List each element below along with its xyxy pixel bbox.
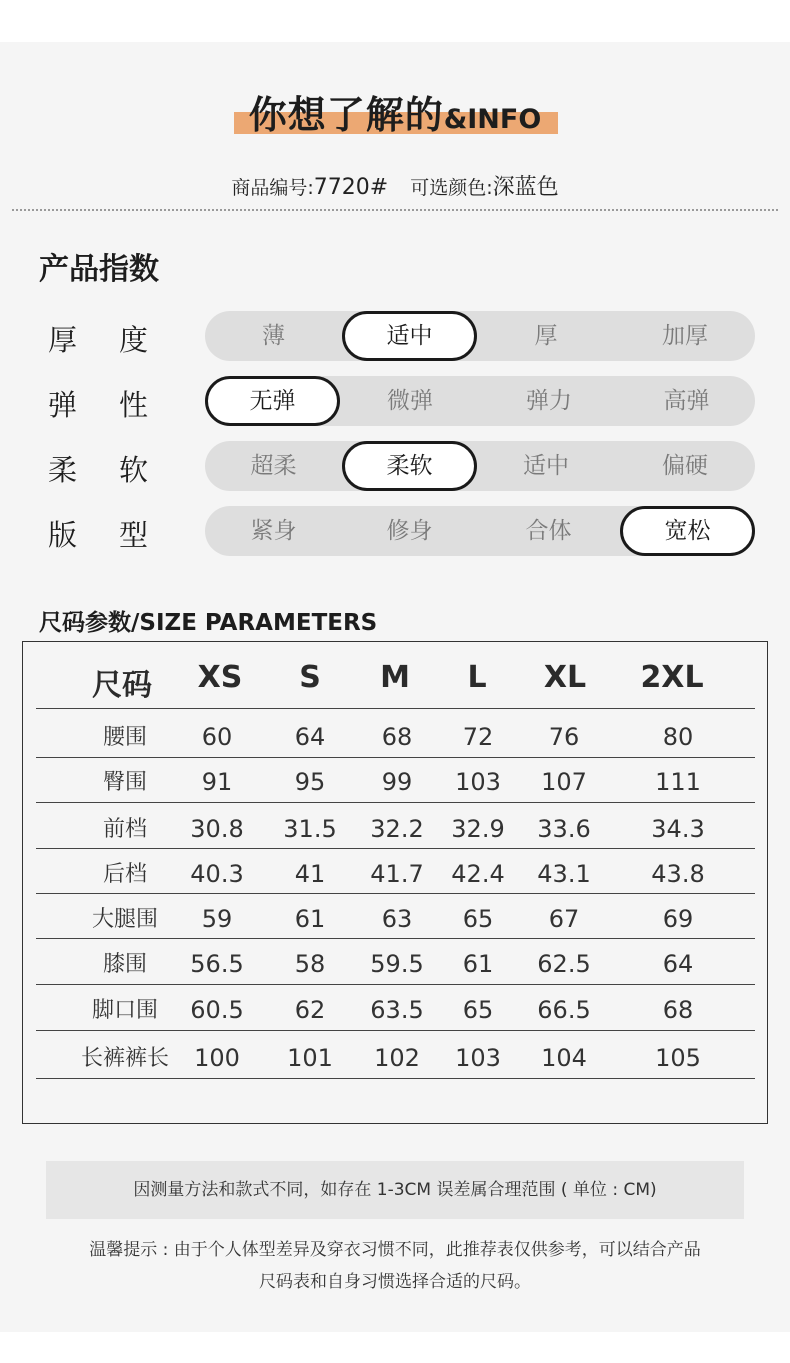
table-cell: 61 (294, 905, 326, 933)
size-header-label: 尺码 (92, 668, 152, 703)
table-cell: 66.5 (537, 996, 591, 1024)
table-cell: 76 (548, 723, 580, 751)
table-cell: 103 (455, 1044, 501, 1072)
table-cell: 60.5 (190, 996, 244, 1024)
option-regular: 合体 (525, 518, 572, 544)
product-meta (0, 170, 790, 201)
table-cell: 59 (201, 905, 233, 933)
table-cell: 72 (462, 723, 494, 751)
color-value: 深蓝色 (492, 175, 559, 200)
option-slim: 修身 (386, 518, 433, 544)
table-cell: 32.2 (370, 815, 424, 843)
table-cell: 64 (294, 723, 326, 751)
table-row-label: 大腿围 (91, 907, 158, 932)
table-cell: 111 (655, 768, 701, 796)
table-cell: 102 (374, 1044, 420, 1072)
size-header-s: S (299, 660, 321, 695)
option-stiff: 偏硬 (662, 453, 708, 479)
title-text (0, 84, 790, 139)
table-cell: 80 (662, 723, 694, 751)
size-header-xs: XS (197, 660, 243, 695)
table-cell: 31.5 (283, 815, 337, 843)
measure-note-box (46, 1161, 744, 1219)
option-no-stretch-selected: 无弹 (205, 376, 340, 426)
table-cell: 104 (541, 1044, 587, 1072)
table-row-label: 臀围 (102, 770, 147, 795)
option-tight: 紧身 (250, 518, 297, 544)
table-cell: 61 (462, 950, 494, 978)
table-row-label: 腰围 (102, 725, 147, 750)
table-cell: 65 (462, 996, 494, 1024)
table-cell: 105 (655, 1044, 701, 1072)
table-row-divider (36, 1078, 755, 1079)
title-en: &INFO (443, 104, 542, 135)
page-title (0, 84, 790, 144)
table-row-divider (36, 1030, 755, 1031)
table-cell: 91 (201, 768, 233, 796)
option-stretch: 弹力 (526, 388, 572, 414)
option-moderate: 适中 (523, 453, 569, 479)
table-cell: 62.5 (537, 950, 591, 978)
table-cell: 65 (462, 905, 494, 933)
option-high-stretch: 高弹 (663, 388, 710, 414)
table-row-label: 脚口围 (91, 998, 158, 1023)
table-row-divider (36, 893, 755, 894)
table-row-label: 后档 (102, 862, 147, 887)
table-cell: 40.3 (190, 860, 244, 888)
tip-line-2: 尺码表和自身习惯选择合适的尺码。 (259, 1272, 531, 1292)
option-loose-selected: 宽松 (620, 506, 755, 556)
measure-note: 因测量方法和款式不同，如存在 1-3CM 误差属合理范围 ( 单位 : CM) (133, 1180, 657, 1200)
table-cell: 58 (294, 950, 326, 978)
index-label-elasticity: 弹 性 (48, 388, 148, 422)
option-medium-selected: 适中 (342, 311, 477, 361)
table-cell: 56.5 (190, 950, 244, 978)
size-header-m: M (380, 660, 410, 695)
table-cell: 68 (381, 723, 413, 751)
table-cell: 64 (662, 950, 694, 978)
option-slight-stretch: 微弹 (387, 388, 433, 414)
table-cell: 33.6 (537, 815, 591, 843)
dotted-divider (12, 209, 778, 211)
title-cn: 你想了解的 (248, 93, 444, 137)
table-cell: 32.9 (451, 815, 505, 843)
option-extra-thick: 加厚 (662, 323, 708, 349)
table-cell: 95 (294, 768, 326, 796)
index-label-fit: 版 型 (48, 518, 148, 552)
index-label-thickness: 厚 度 (48, 323, 148, 357)
color-label: 可选颜色: (410, 177, 493, 199)
size-table-title: 尺码参数/SIZE PARAMETERS (39, 610, 378, 636)
index-track-elasticity (205, 376, 755, 426)
table-cell: 41.7 (370, 860, 424, 888)
indices-title: 产品指数 (39, 252, 159, 287)
table-cell: 100 (194, 1044, 240, 1072)
table-row-divider (36, 848, 755, 849)
product-no-value: 7720# (313, 175, 389, 200)
table-row-divider (36, 802, 755, 803)
table-cell: 43.1 (537, 860, 591, 888)
table-cell: 60 (201, 723, 233, 751)
table-cell: 41 (294, 860, 326, 888)
option-soft-selected: 柔软 (342, 441, 477, 491)
size-header-xl: XL (543, 660, 587, 695)
product-no-label: 商品编号: (231, 177, 314, 199)
table-cell: 63 (381, 905, 413, 933)
table-row-divider (36, 984, 755, 985)
tip-line-1: 温馨提示 : 由于个人体型差异及穿衣习惯不同，此推荐表仅供参考，可以结合产品 (89, 1240, 701, 1260)
option-thick: 厚 (534, 323, 558, 349)
table-cell: 107 (541, 768, 587, 796)
table-cell: 67 (548, 905, 580, 933)
table-cell: 99 (381, 768, 413, 796)
table-row-divider (36, 757, 755, 758)
table-cell: 42.4 (451, 860, 505, 888)
table-row-divider (36, 708, 755, 709)
size-header-l: L (467, 660, 487, 695)
table-cell: 103 (455, 768, 501, 796)
index-track-softness (205, 441, 755, 491)
table-cell: 59.5 (370, 950, 424, 978)
index-track-thickness (205, 311, 755, 361)
table-cell: 63.5 (370, 996, 424, 1024)
option-super-soft: 超柔 (250, 453, 297, 479)
table-cell: 34.3 (651, 815, 705, 843)
index-track-fit (205, 506, 755, 556)
table-row-label: 膝围 (102, 952, 147, 977)
option-thin: 薄 (262, 323, 285, 349)
table-cell: 62 (294, 996, 326, 1024)
table-cell: 30.8 (190, 815, 244, 843)
table-cell: 101 (287, 1044, 333, 1072)
size-header-2xl: 2XL (640, 660, 704, 695)
index-label-softness: 柔 软 (48, 453, 148, 487)
table-row-label: 长裤裤长 (80, 1046, 169, 1071)
table-cell: 43.8 (651, 860, 705, 888)
table-cell: 69 (662, 905, 694, 933)
table-row-divider (36, 938, 755, 939)
table-row-label: 前档 (102, 817, 147, 842)
table-cell: 68 (662, 996, 694, 1024)
